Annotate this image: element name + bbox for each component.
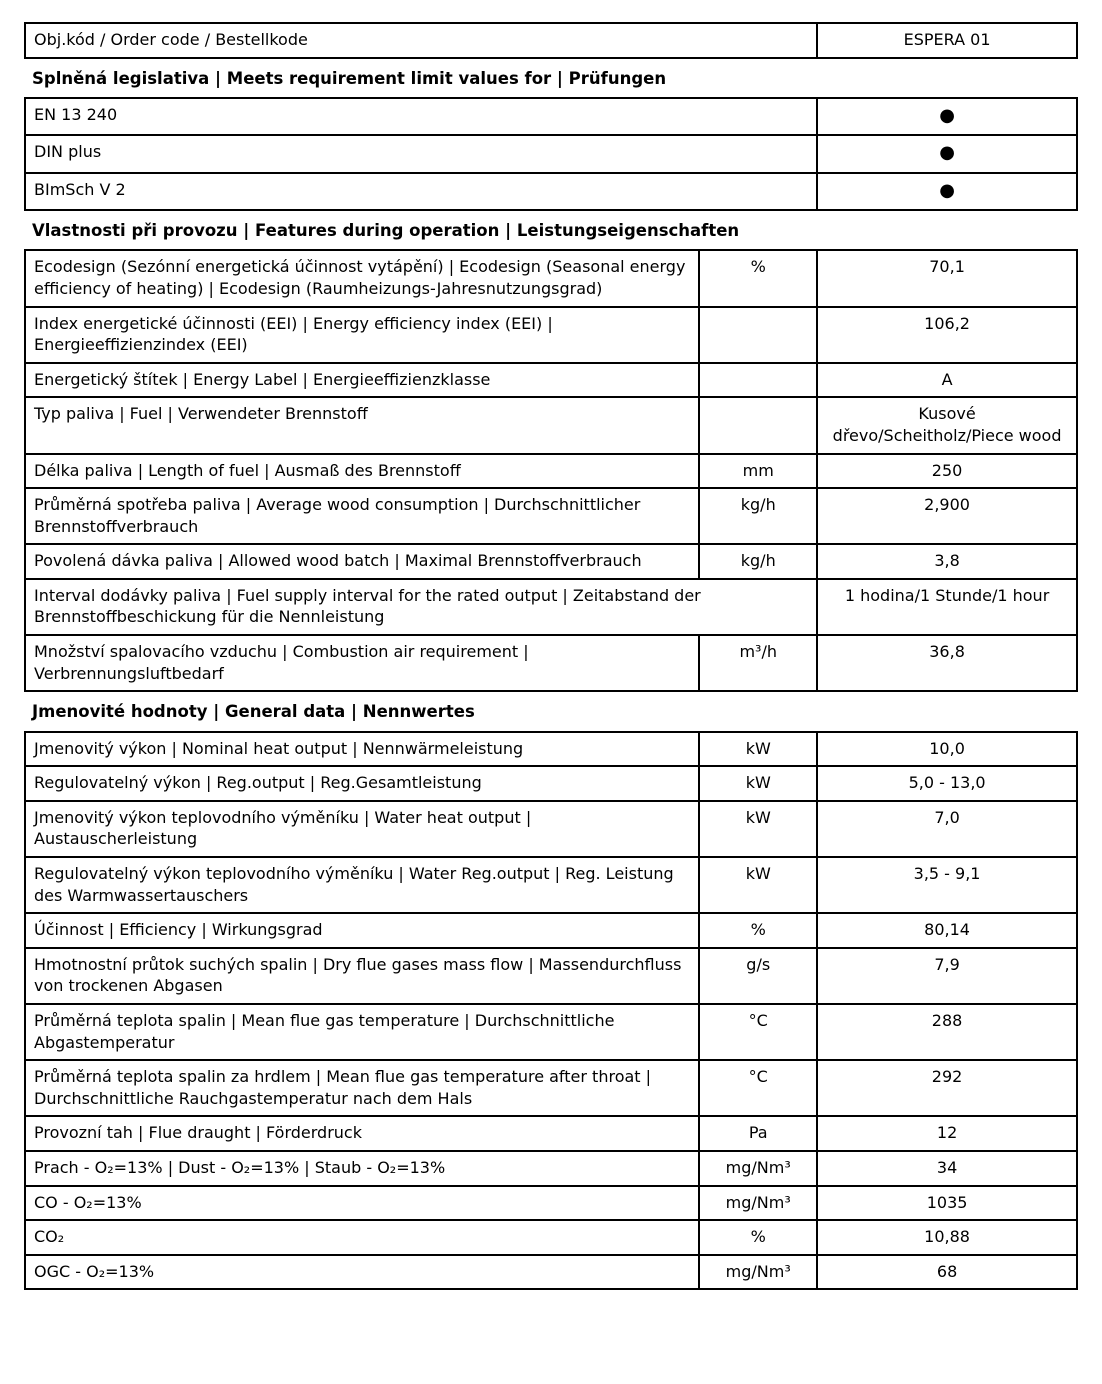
row-value: 10,88 [817, 1220, 1077, 1255]
row-value: 12 [817, 1116, 1077, 1151]
row-label: Jmenovitý výkon | Nominal heat output | Nennwärmeleistung [25, 732, 699, 767]
order-code-table [24, 22, 1078, 59]
row-unit: kW [699, 801, 817, 857]
row-unit: mg/Nm³ [699, 1255, 817, 1290]
table-row [25, 948, 1077, 1004]
table-row [25, 1116, 1077, 1151]
row-label: Jmenovitý výkon teplovodního výměníku | Water heat output | Austauscherleistung [25, 801, 699, 857]
row-unit: m³/h [699, 635, 817, 691]
row-label: Průměrná teplota spalin | Mean flue gas temperature | Durchschnittliche Abgastemperatur [25, 1004, 699, 1060]
row-label: DIN plus [25, 135, 817, 172]
row-unit: °C [699, 1060, 817, 1116]
row-unit: kg/h [699, 544, 817, 579]
row-label: Ecodesign (Sezónní energetická účinnost vytápění) | Ecodesign (Seasonal energy efficiency of heating) | Ecodesign (Raumheizungs-Jahresnutzungsgrad) [25, 250, 699, 306]
table-row [25, 1060, 1077, 1116]
row-unit: mg/Nm³ [699, 1151, 817, 1186]
row-value: 2,900 [817, 488, 1077, 544]
row-value: 34 [817, 1151, 1077, 1186]
row-value: 1035 [817, 1186, 1077, 1221]
row-label: Provozní tah | Flue draught | Förderdruck [25, 1116, 699, 1151]
row-unit: kg/h [699, 488, 817, 544]
section-title: Splněná legislativa | Meets requirement limit values for | Prüfungen [32, 68, 667, 88]
table-row [25, 363, 1077, 398]
table-row [25, 579, 1077, 635]
compliance-dot: ● [817, 98, 1077, 135]
row-label: Energetický štítek | Energy Label | Energieeffizienzklasse [25, 363, 699, 398]
row-unit: kW [699, 857, 817, 913]
table-row [25, 1004, 1077, 1060]
row-unit [699, 363, 817, 398]
row-value: 36,8 [817, 635, 1077, 691]
row-value: 106,2 [817, 307, 1077, 363]
spec-table [24, 97, 1078, 211]
row-value: 70,1 [817, 250, 1077, 306]
row-label: Prach - O₂=13% | Dust - O₂=13% | Staub - O₂=13% [25, 1151, 699, 1186]
table-row [25, 766, 1077, 801]
table-row [25, 732, 1077, 767]
row-unit: kW [699, 732, 817, 767]
row-unit [699, 397, 817, 453]
row-unit: mg/Nm³ [699, 1186, 817, 1221]
section-title: Vlastnosti při provozu | Features during operation | Leistungseigenschaften [32, 220, 740, 240]
row-value: 288 [817, 1004, 1077, 1060]
row-unit [699, 307, 817, 363]
table-row [25, 98, 1077, 135]
row-label: Průměrná teplota spalin za hrdlem | Mean flue gas temperature after throat | Durchschnittliche Rauchgastemperatur nach dem Hals [25, 1060, 699, 1116]
row-value: Kusové dřevo/Scheitholz/Piece wood [817, 397, 1077, 453]
table-row [25, 454, 1077, 489]
table-row [25, 857, 1077, 913]
row-value: 80,14 [817, 913, 1077, 948]
section-title: Jmenovité hodnoty | General data | Nennwertes [32, 702, 475, 722]
table-row [25, 1255, 1077, 1290]
table-row [25, 488, 1077, 544]
table-row [25, 913, 1077, 948]
row-label: Interval dodávky paliva | Fuel supply interval for the rated output | Zeitabstand der Brennstoffbeschickung für die Nennleistung [25, 579, 817, 635]
table-row [25, 23, 1077, 58]
table-row [25, 1186, 1077, 1221]
row-value: 292 [817, 1060, 1077, 1116]
row-unit: % [699, 913, 817, 948]
row-label: EN 13 240 [25, 98, 817, 135]
table-row [25, 307, 1077, 363]
table-row [25, 135, 1077, 172]
row-unit: Pa [699, 1116, 817, 1151]
row-label: Průměrná spotřeba paliva | Average wood consumption | Durchschnittlicher Brennstoffverbrauch [25, 488, 699, 544]
spec-sections [24, 59, 1078, 1291]
row-label: Účinnost | Efficiency | Wirkungsgrad [25, 913, 699, 948]
table-row [25, 544, 1077, 579]
compliance-dot: ● [817, 173, 1077, 210]
table-row [25, 1151, 1077, 1186]
order-code-value: ESPERA 01 [817, 23, 1077, 58]
row-value: 1 hodina/1 Stunde/1 hour [817, 579, 1077, 635]
row-value: 68 [817, 1255, 1077, 1290]
row-unit: % [699, 250, 817, 306]
row-value: 250 [817, 454, 1077, 489]
row-unit: g/s [699, 948, 817, 1004]
row-label: Index energetické účinnosti (EEI) | Energy efficiency index (EEI) | Energieeffizienzindex (EEI) [25, 307, 699, 363]
row-value: 7,9 [817, 948, 1077, 1004]
row-value: 5,0 - 13,0 [817, 766, 1077, 801]
row-unit: mm [699, 454, 817, 489]
row-unit: % [699, 1220, 817, 1255]
row-value: 3,5 - 9,1 [817, 857, 1077, 913]
row-value: 10,0 [817, 732, 1077, 767]
table-row [25, 635, 1077, 691]
row-unit: kW [699, 766, 817, 801]
row-label: Typ paliva | Fuel | Verwendeter Brennstoff [25, 397, 699, 453]
table-row [25, 173, 1077, 210]
row-value: 3,8 [817, 544, 1077, 579]
row-label: OGC - O₂=13% [25, 1255, 699, 1290]
row-unit: °C [699, 1004, 817, 1060]
row-label: Hmotnostní průtok suchých spalin | Dry flue gases mass flow | Massendurchfluss von trockenen Abgasen [25, 948, 699, 1004]
row-label: Regulovatelný výkon teplovodního výměníku | Water Reg.output | Reg. Leistung des Warmwassertauschers [25, 857, 699, 913]
table-row [25, 250, 1077, 306]
row-label: Délka paliva | Length of fuel | Ausmaß des Brennstoff [25, 454, 699, 489]
row-label: BImSch V 2 [25, 173, 817, 210]
row-value: A [817, 363, 1077, 398]
row-label: Množství spalovacího vzduchu | Combustion air requirement | Verbrennungsluftbedarf [25, 635, 699, 691]
spec-table [24, 731, 1078, 1291]
row-label: CO - O₂=13% [25, 1186, 699, 1221]
compliance-dot: ● [817, 135, 1077, 172]
row-label: Povolená dávka paliva | Allowed wood batch | Maximal Brennstoffverbrauch [25, 544, 699, 579]
table-row [25, 801, 1077, 857]
row-label: Regulovatelný výkon | Reg.output | Reg.Gesamtleistung [25, 766, 699, 801]
row-value: 7,0 [817, 801, 1077, 857]
table-row [25, 1220, 1077, 1255]
order-code-label: Obj.kód / Order code / Bestellkode [25, 23, 817, 58]
table-row [25, 397, 1077, 453]
spec-table [24, 249, 1078, 692]
row-label: CO₂ [25, 1220, 699, 1255]
